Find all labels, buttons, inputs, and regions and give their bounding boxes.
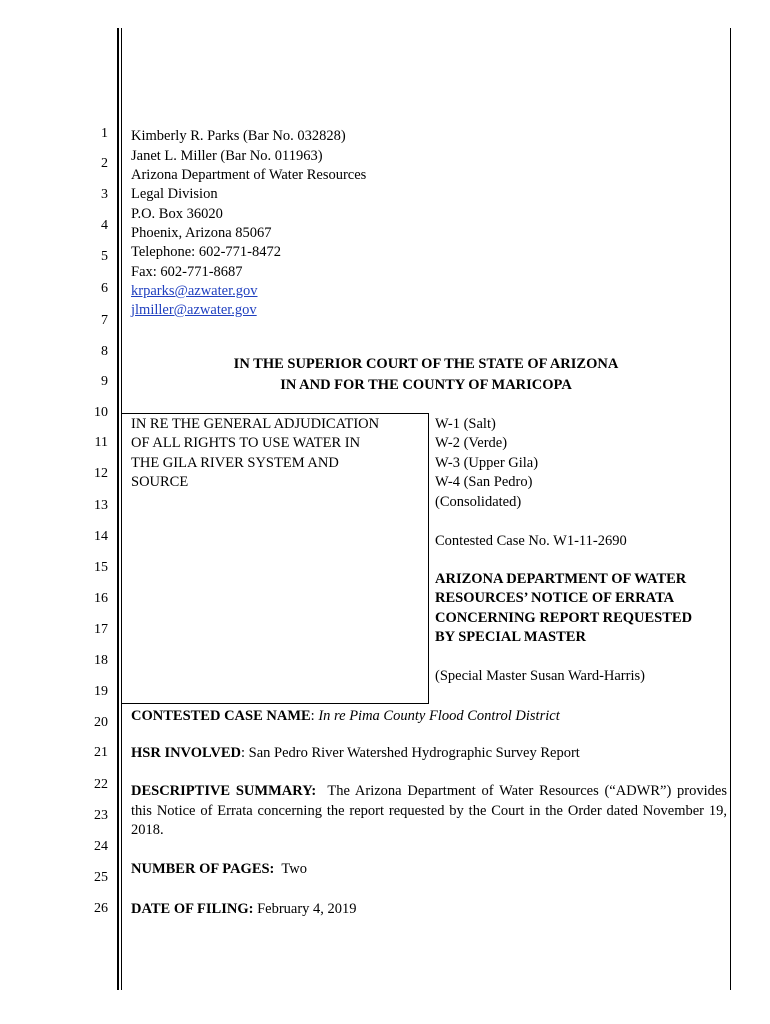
email-link-1[interactable]: krparks@azwater.gov bbox=[131, 283, 258, 299]
docket-item: W-4 (San Pedro) bbox=[435, 474, 533, 490]
right-margin-rule bbox=[730, 28, 731, 990]
caption-left-line: THE GILA RIVER SYSTEM AND bbox=[131, 455, 339, 471]
counsel-city: Phoenix, Arizona 85067 bbox=[131, 225, 272, 241]
contested-case-number: Contested Case No. W1-11-2690 bbox=[435, 533, 627, 549]
caption-box-bottom-border bbox=[122, 703, 429, 704]
line-number: 12 bbox=[94, 466, 108, 481]
line-number: 14 bbox=[94, 529, 108, 544]
line-number: 19 bbox=[94, 684, 108, 699]
line-number: 10 bbox=[94, 405, 108, 420]
counsel-name-2: Janet L. Miller (Bar No. 011963) bbox=[131, 148, 323, 164]
caption-box-divider bbox=[428, 413, 429, 703]
line-number: 1 bbox=[101, 126, 108, 141]
special-master: (Special Master Susan Ward-Harris) bbox=[435, 668, 645, 684]
line-number: 22 bbox=[94, 777, 108, 792]
email-link-2[interactable]: jlmiller@azwater.gov bbox=[131, 302, 257, 318]
document-title-line: CONCERNING REPORT REQUESTED bbox=[435, 610, 693, 626]
line-number: 9 bbox=[101, 374, 108, 389]
summary-text: The Arizona Department of Water Resources (“ADWR”) provides this Notice of Errata concerning the report requested by the Court in the Order dated November 19, 2018. bbox=[131, 783, 727, 838]
hsr-label: HSR INVOLVED bbox=[131, 745, 241, 761]
case-name-value: In re Pima County Flood Control District bbox=[318, 708, 560, 724]
docket-item: W-2 (Verde) bbox=[435, 435, 508, 451]
hsr-value: San Pedro River Watershed Hydrographic Survey Report bbox=[248, 745, 580, 761]
docket-item: W-3 (Upper Gila) bbox=[435, 455, 539, 471]
document-title-line: BY SPECIAL MASTER bbox=[435, 629, 586, 645]
docket-item: W-1 (Salt) bbox=[435, 416, 496, 432]
court-heading-line-2: IN AND FOR THE COUNTY OF MARICOPA bbox=[280, 377, 572, 393]
case-name-label: CONTESTED CASE NAME bbox=[131, 708, 311, 724]
line-number: 16 bbox=[94, 591, 108, 606]
line-number: 15 bbox=[94, 560, 108, 575]
hsr-field: HSR INVOLVED: San Pedro River Watershed Hydrographic Survey Report bbox=[131, 745, 580, 761]
pages-label: NUMBER OF PAGES: bbox=[131, 861, 275, 877]
counsel-division: Legal Division bbox=[131, 186, 218, 202]
line-number: 13 bbox=[94, 498, 108, 513]
filing-label: DATE OF FILING: bbox=[131, 901, 254, 917]
case-name-field: CONTESTED CASE NAME: In re Pima County Flood Control District bbox=[131, 708, 560, 724]
line-number: 25 bbox=[94, 870, 108, 885]
filing-value: February 4, 2019 bbox=[257, 901, 357, 917]
court-heading-line-1: IN THE SUPERIOR COURT OF THE STATE OF ARIZONA bbox=[233, 356, 619, 372]
line-number: 3 bbox=[101, 187, 108, 202]
line-number: 17 bbox=[94, 622, 108, 637]
counsel-name-1: Kimberly R. Parks (Bar No. 032828) bbox=[131, 128, 346, 144]
line-number: 26 bbox=[94, 901, 108, 916]
counsel-telephone: Telephone: 602-771-8472 bbox=[131, 244, 281, 260]
line-number: 8 bbox=[101, 344, 108, 359]
line-number: 4 bbox=[101, 218, 108, 233]
counsel-email-1[interactable] bbox=[131, 281, 258, 301]
caption-left-line: OF ALL RIGHTS TO USE WATER IN bbox=[131, 435, 361, 451]
line-number: 7 bbox=[101, 313, 108, 328]
line-number: 21 bbox=[94, 745, 108, 760]
counsel-agency: Arizona Department of Water Resources bbox=[131, 167, 367, 183]
document-title-line: RESOURCES’ NOTICE OF ERRATA bbox=[435, 590, 675, 606]
line-number: 20 bbox=[94, 715, 108, 730]
summary-label: DESCRIPTIVE SUMMARY: bbox=[131, 783, 317, 799]
filing-field bbox=[131, 899, 357, 919]
counsel-fax: Fax: 602-771-8687 bbox=[131, 264, 243, 280]
line-number: 2 bbox=[101, 156, 108, 171]
line-number: 5 bbox=[101, 249, 108, 264]
left-margin-rule bbox=[117, 28, 119, 990]
line-number: 18 bbox=[94, 653, 108, 668]
pages-value: Two bbox=[281, 861, 307, 877]
line-number: 23 bbox=[94, 808, 108, 823]
line-number: 6 bbox=[101, 281, 108, 296]
document-title-line: ARIZONA DEPARTMENT OF WATER bbox=[435, 571, 687, 587]
caption-left-line: SOURCE bbox=[131, 474, 189, 490]
pages-field bbox=[131, 859, 307, 879]
line-number: 24 bbox=[94, 839, 108, 854]
caption-left-line: IN RE THE GENERAL ADJUDICATION bbox=[131, 416, 380, 432]
left-margin-rule-inner bbox=[121, 28, 122, 990]
summary-field bbox=[131, 782, 727, 841]
docket-item: (Consolidated) bbox=[435, 494, 522, 510]
counsel-po-box: P.O. Box 36020 bbox=[131, 206, 223, 222]
line-number: 11 bbox=[94, 435, 108, 450]
counsel-email-2[interactable] bbox=[131, 300, 257, 320]
